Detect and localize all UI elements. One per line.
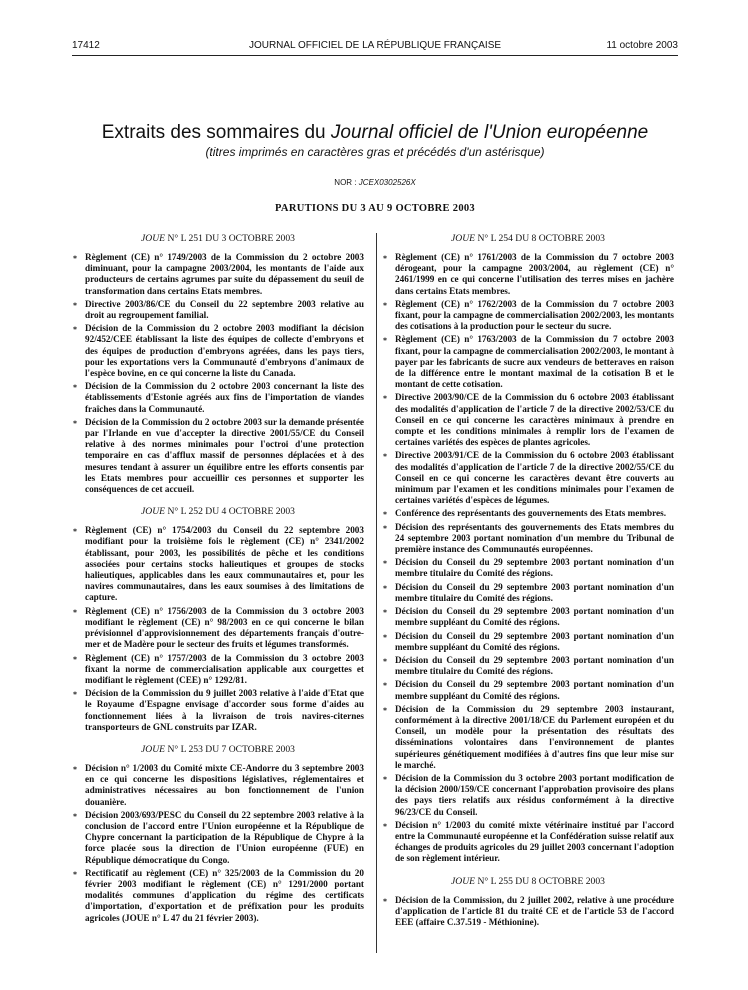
- asterisk-icon: *: [383, 559, 387, 569]
- asterisk-icon: *: [383, 821, 387, 831]
- issue-number: N° L 254 DU 8 OCTOBRE 2003: [477, 233, 605, 244]
- summary-item: [72, 763, 364, 808]
- section-heading: [72, 744, 364, 756]
- asterisk-icon: *: [73, 811, 77, 821]
- summary-text: Décision de la Commission, du 2 juillet 2002, relative à une procédure d'application de l'article 81 du traité CE et de l'article 53 de l'accord EEE (affaire C.37.519 - Méthionine).: [395, 894, 674, 927]
- section-gap: [72, 735, 364, 744]
- parutions-heading: PARUTIONS DU 3 AU 9 OCTOBRE 2003: [275, 203, 475, 214]
- summary-text: Décision de la Commission du 3 octobre 2003 portant modification de la décision 2000/159/CE concernant l'approbation provisoire des plans des pays tiers relatifs aux résidus conformément à la directive 96/23/CE du Conseil.: [395, 772, 674, 817]
- summary-text: Décision du Conseil du 29 septembre 2003 portant nomination d'un membre suppléant du Comité des régions.: [395, 606, 674, 628]
- nor-code: JCEX0302526X: [358, 178, 416, 187]
- summary-text: Directive 2003/91/CE de la Commission du 6 octobre 2003 établissant des modalités d'application de l'article 7 de la directive 2002/55/CE du Conseil en ce qui concerne les caractères devant être couverts au minimum par l'examen et les conditions minimales pour l'examen de certaines variétés d'espèces de légumes.: [395, 450, 674, 506]
- issue-date: 11 octobre 2003: [606, 40, 678, 51]
- summary-item: [72, 323, 364, 379]
- summary-text: Règlement (CE) n° 1749/2003 de la Commission du 2 octobre 2003 diminuant, pour la campagne 2003/2004, les montants de l'aide aux producteurs de certains agrumes par suite du dépassement du seuil de transformation dans certains Etats membres.: [85, 252, 364, 296]
- summary-item: [72, 606, 364, 651]
- summary-item: [382, 334, 674, 390]
- asterisk-icon: *: [73, 690, 77, 700]
- section-heading: [72, 233, 364, 245]
- summary-item: [382, 299, 674, 333]
- section-heading: [382, 233, 674, 245]
- summary-text: Décision de la Commission du 9 juillet 2003 relative à l'aide d'Etat que le Royaume d'Espagne envisage d'accorder sous forme d'aides au fonctionnement liées à la livraison de trois navires-citernes transporteurs de GNL construits par IZAR.: [85, 688, 364, 732]
- asterisk-icon: *: [383, 608, 387, 618]
- page-subtitle: (titres imprimés en caractères gras et précédés d'un astérisque): [205, 145, 545, 159]
- summary-item: [382, 606, 674, 628]
- section-heading: [382, 876, 674, 888]
- summary-item: [382, 522, 674, 556]
- issue-number: N° L 251 DU 3 OCTOBRE 2003: [167, 233, 295, 244]
- section-gap: [72, 497, 364, 506]
- asterisk-icon: *: [73, 418, 77, 428]
- summary-text: Règlement (CE) n° 1756/2003 de la Commission du 3 octobre 2003 modifiant le règlement (CE) n° 98/2003 en ce qui concerne le bilan prévisionnel d'approvisionnement des départements français d'outre-mer et de Madère pour le secteur des fruits et légumes transformés.: [85, 605, 364, 650]
- summary-text: Décision de la Commission du 29 septembre 2003 instaurant, conformément à la directive 2001/18/CE du Parlement européen et du Conseil, un modèle pour la présentation des résultats des disséminations volontaires dans l'environnement de plantes supérieures génétiquement modifiées à d'autres fins que leur mise sur le marché.: [395, 703, 674, 770]
- right-column: [382, 233, 674, 930]
- header-rule: [72, 55, 678, 56]
- summary-item: [72, 299, 364, 321]
- asterisk-icon: *: [73, 300, 77, 310]
- title-prefix: Extraits des sommaires du: [101, 122, 326, 143]
- title-italic: Journal officiel de l'Union européenne: [330, 122, 649, 143]
- asterisk-icon: *: [73, 325, 77, 335]
- summary-text: Décision du Conseil du 29 septembre 2003 portant nomination d'un membre titulaire du Comité des régions.: [395, 654, 674, 677]
- asterisk-icon: *: [73, 764, 77, 774]
- asterisk-icon: *: [73, 527, 77, 537]
- summary-text: Décision n° 1/2003 du Comité mixte CE-Andorre du 3 septembre 2003 en ce qui concerne les dispositions législatives, réglementaires et administratives nécessaires au bon fonctionnement de l'union douanière.: [85, 762, 364, 807]
- summary-text: Décision de la Commission du 2 octobre 2003 modifiant la décision 92/452/CEE établissant la liste des équipes de collecte d'embryons et des équipes de production d'embryons agréées, dans les pays tiers, pour les exportations vers la Communauté d'embryons d'animaux de l'espèce bovine, en ce qui concerne la liste du Canada.: [85, 323, 364, 379]
- asterisk-icon: *: [73, 607, 77, 617]
- summary-item: [382, 582, 674, 604]
- summary-text: Décision n° 1/2003 du comité mixte vétérinaire institué par l'accord entre la Communauté européenne et la Confédération suisse relatif aux échanges de produits agricoles du 29 juillet 2003 concernant l'adoption de son règlement intérieur.: [395, 819, 674, 864]
- summary-text: Décision de la Commission du 2 octobre 2003 concernant la liste des établissements d'Estonie agréés aux fins de l'importation de viandes fraîches dans la Communauté.: [85, 381, 364, 414]
- asterisk-icon: *: [73, 383, 77, 393]
- summary-item: [72, 688, 364, 733]
- left-column: [72, 233, 364, 926]
- section-gap: [382, 867, 674, 876]
- joue-label: JOUE: [451, 233, 476, 244]
- summary-item: [72, 653, 364, 687]
- journal-title: JOURNAL OFFICIEL DE LA RÉPUBLIQUE FRANÇAISE: [248, 40, 502, 51]
- summary-text: Rectificatif au règlement (CE) n° 325/2003 de la Commission du 20 février 2003 modifiant le règlement (CE) n° 1291/2000 portant modalités communes d'application du régime des certificats d'importation, d'exportation et de préfixation pour les produits agricoles (JOUE n° L 47 du 21 février 2003).: [85, 867, 364, 923]
- summary-item: [72, 417, 364, 495]
- summary-item: [72, 252, 364, 297]
- summary-item: [382, 450, 674, 506]
- nor-label: NOR :: [334, 178, 357, 187]
- section-heading: [72, 506, 364, 518]
- summary-item: [382, 631, 674, 653]
- asterisk-icon: *: [383, 300, 387, 310]
- asterisk-icon: *: [383, 656, 387, 666]
- asterisk-icon: *: [383, 583, 387, 593]
- issue-number: N° L 253 DU 7 OCTOBRE 2003: [167, 743, 295, 755]
- summary-text: Décision de la Commission du 2 octobre 2003 sur la demande présentée par l'Irlande en vue d'accepter la directive 2001/55/CE du Conseil relative à des normes minimales pour l'octroi d'une protection temporaire en cas d'afflux massif de personnes déplacées et à des mesures tendant à assurer un équilibre entre les efforts consentis par les Etats membres pour accueillir ces personnes et supporter les conséquences de cet accueil.: [85, 416, 364, 495]
- summary-item: [72, 525, 364, 603]
- page-title: [72, 122, 678, 144]
- summary-text: Conférence des représentants des gouvernements des Etats membres.: [395, 508, 666, 519]
- asterisk-icon: *: [383, 632, 387, 642]
- nor-reference: [72, 178, 678, 187]
- summary-text: Règlement (CE) n° 1762/2003 de la Commission du 7 octobre 2003 fixant, pour la campagne de commercialisation 2002/2003, les montants des cotisations à la production pour le secteur du sucre.: [395, 298, 674, 332]
- running-header: [72, 40, 678, 54]
- summary-text: Décision du Conseil du 29 septembre 2003 portant nomination d'un membre suppléant du Comité des régions.: [395, 630, 674, 652]
- summary-text: Règlement (CE) n° 1763/2003 de la Commission du 7 octobre 2003 fixant, pour la campagne de commercialisation 2002/2003, le montant à payer par les fabricants de sucre aux vendeurs de betteraves en raison de la différence entre le montant maximal de la cotisation B et le montant de cette cotisation.: [395, 334, 674, 390]
- asterisk-icon: *: [73, 254, 77, 263]
- summary-item: [382, 820, 674, 865]
- summary-text: Règlement (CE) n° 1761/2003 de la Commission du 7 octobre 2003 dérogeant, pour la campagne 2003/2004, au règlement (CE) n° 2461/1999 en ce qui concerne l'utilisation des terres mises en jachère dans certains Etats membres.: [395, 252, 674, 296]
- summary-text: Décision du Conseil du 29 septembre 2003 portant nomination d'un membre titulaire du Comité des régions.: [395, 581, 674, 603]
- joue-label: JOUE: [141, 233, 166, 244]
- summary-item: [72, 810, 364, 866]
- issue-number: N° L 252 DU 4 OCTOBRE 2003: [167, 506, 295, 518]
- summary-item: [382, 557, 674, 579]
- summary-text: Décision du Conseil du 29 septembre 2003 portant nomination d'un membre titulaire du Comité des régions.: [395, 557, 674, 579]
- asterisk-icon: *: [383, 254, 387, 263]
- joue-label: JOUE: [451, 875, 476, 887]
- summary-item: [382, 679, 674, 701]
- asterisk-icon: *: [383, 394, 387, 404]
- summary-text: Décision du Conseil du 29 septembre 2003 portant nomination d'un membre suppléant du Comité des régions.: [395, 679, 674, 701]
- summary-item: [382, 508, 674, 519]
- summary-item: [382, 773, 674, 818]
- issue-number: N° L 255 DU 8 OCTOBRE 2003: [477, 875, 605, 887]
- asterisk-icon: *: [383, 681, 387, 691]
- summary-text: Décision 2003/693/PESC du Conseil du 22 septembre 2003 relative à la conclusion de l'accord entre l'Union européenne et la République de Chypre concernant la participation de la République de Chypre à la force placée sous la direction de l'Union européenne (FUE) en République démocratique du Congo.: [85, 809, 364, 865]
- asterisk-icon: *: [383, 705, 387, 715]
- asterisk-icon: *: [383, 452, 387, 462]
- summary-item: [72, 381, 364, 415]
- column-divider: [376, 233, 377, 953]
- summary-text: Directive 2003/90/CE de la Commission du 6 octobre 2003 établissant des modalités d'application de l'article 7 de la directive 2002/53/CE du Conseil en ce qui concerne les caractères minimaux à prendre en compte et les conditions minimales à remplir lors de l'examen de certaines variétés des espèces de plantes agricoles.: [395, 392, 674, 448]
- asterisk-icon: *: [383, 336, 387, 346]
- asterisk-icon: *: [383, 523, 387, 533]
- summary-item: [382, 704, 674, 771]
- summary-item: [382, 392, 674, 448]
- summary-text: Règlement (CE) n° 1754/2003 du Conseil du 22 septembre 2003 modifiant pour la troisième fois le règlement (CE) n° 2341/2002 établissant, pour 2003, les possibilités de pêche et les conditions associées pour certains stocks halieutiques et groupes de stocks halieutiques, applicables dans les eaux communautaires et, pour les navires communautaires, dans les eaux soumises à des limitations de capture.: [85, 525, 364, 603]
- summary-item: [382, 895, 674, 929]
- asterisk-icon: *: [383, 896, 387, 906]
- asterisk-icon: *: [73, 654, 77, 664]
- asterisk-icon: *: [383, 774, 387, 784]
- summary-text: Directive 2003/86/CE du Conseil du 22 septembre 2003 relative au droit au regroupement familial.: [85, 298, 364, 321]
- summary-item: [382, 655, 674, 677]
- joue-label: JOUE: [141, 743, 166, 755]
- joue-label: JOUE: [141, 506, 166, 518]
- summary-text: Décision des représentants des gouvernements des Etats membres du 24 septembre 2003 portant nomination d'un membre du Tribunal de première instance des Communautés européennes.: [395, 521, 674, 555]
- page-number: 17412: [72, 40, 100, 51]
- asterisk-icon: *: [383, 510, 387, 520]
- asterisk-icon: *: [73, 869, 77, 879]
- summary-item: [72, 868, 364, 924]
- summary-item: [382, 252, 674, 297]
- summary-text: Règlement (CE) n° 1757/2003 de la Commission du 3 octobre 2003 fixant la norme de commercialisation applicable aux courgettes et modifiant le règlement (CEE) n° 1292/81.: [85, 652, 364, 685]
